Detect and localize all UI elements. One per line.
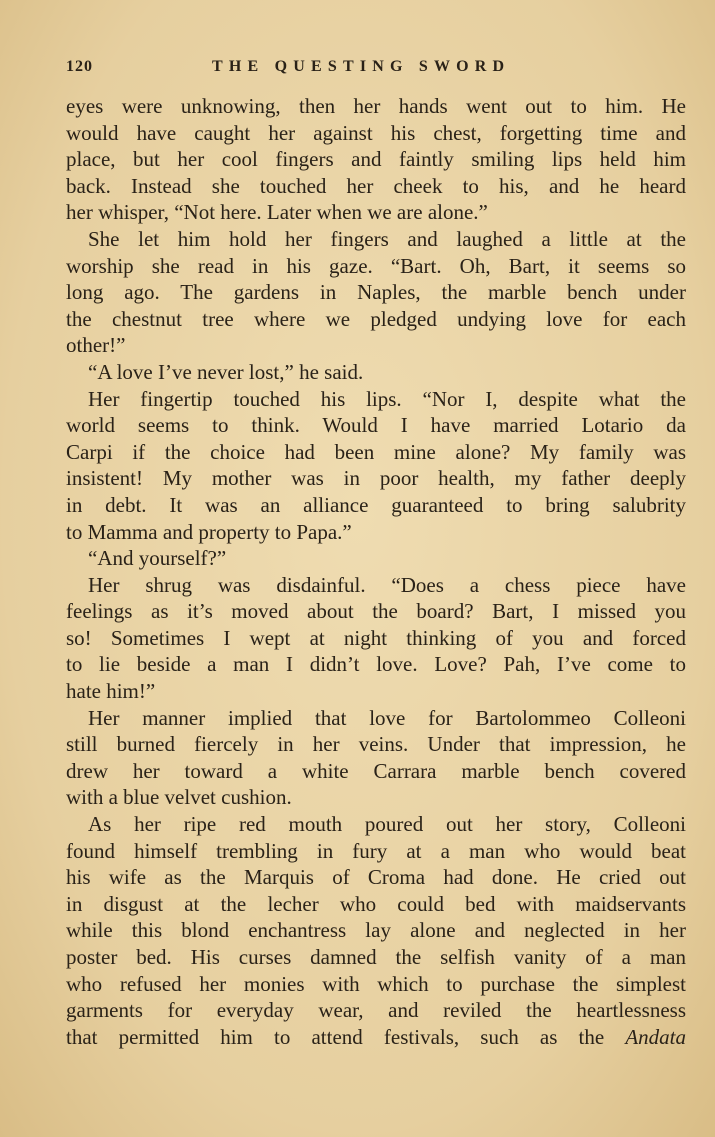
text-line-content: hate him!” xyxy=(66,679,156,704)
text-line xyxy=(66,412,686,439)
text-line-content: while this blond enchantress lay alone and neglected in her xyxy=(66,918,686,943)
text-line xyxy=(66,545,686,572)
text-line xyxy=(66,758,686,785)
text-line xyxy=(66,306,686,333)
text-line-content: so! Sometimes I wept at night thinking of you and forced xyxy=(66,625,686,650)
text-line xyxy=(66,971,686,998)
text-line-content: in debt. It was an alliance guaranteed to bring salubrity xyxy=(66,492,686,517)
text-line xyxy=(66,731,686,758)
text-line-content: As her ripe red mouth poured out her story, Colleoni xyxy=(88,812,686,837)
text-line xyxy=(66,253,686,280)
text-line xyxy=(66,465,686,492)
text-line-content: found himself trembling in fury at a man who would beat xyxy=(66,838,686,863)
text-line-content: other!” xyxy=(66,333,126,358)
text-line xyxy=(66,386,686,413)
text-line xyxy=(66,226,686,253)
text-line xyxy=(66,891,686,918)
text-line-content: “A love I’ve never lost,” he said. xyxy=(88,359,364,384)
text-line xyxy=(66,838,686,865)
text-line-content: his wife as the Marquis of Croma had done. He cried out xyxy=(66,865,686,890)
text-line-content: in disgust at the lecher who could bed with maidservants xyxy=(66,891,686,916)
text-line-content: to lie beside a man I didn’t love. Love? Pah, I’ve come to xyxy=(66,652,686,677)
text-line xyxy=(66,492,686,519)
text-line-content: still burned fiercely in her veins. Under that impression, he xyxy=(66,732,686,757)
text-line xyxy=(66,120,686,147)
text-line-content: back. Instead she touched her cheek to his, and he heard xyxy=(66,173,686,198)
text-line-content: her whisper, “Not here. Later when we are alone.” xyxy=(66,200,488,225)
text-line-content: feelings as it’s moved about the board? Bart, I missed you xyxy=(66,599,686,624)
text-line xyxy=(66,678,686,705)
text-line-content: worship she read in his gaze. “Bart. Oh, Bart, it seems so xyxy=(66,253,686,278)
page-number: 120 xyxy=(66,58,93,75)
text-line xyxy=(66,146,686,173)
text-line xyxy=(66,93,686,120)
text-line xyxy=(66,864,686,891)
text-line-content: would have caught her against his chest, forgetting time and xyxy=(66,120,686,145)
text-line-content: that permitted him to attend festivals, such as the xyxy=(66,1024,605,1049)
italic-word: Andata xyxy=(625,1024,687,1049)
text-line-content: place, but her cool fingers and faintly smiling lips held him xyxy=(66,147,686,172)
text-line xyxy=(66,917,686,944)
text-line-content: Her manner implied that love for Bartolommeo Colleoni xyxy=(88,705,686,730)
text-line xyxy=(66,572,686,599)
text-line-content: eyes were unknowing, then her hands went out to him. He xyxy=(66,94,686,118)
text-line xyxy=(66,173,686,200)
text-line xyxy=(66,705,686,732)
text-line-content: to Mamma and property to Papa.” xyxy=(66,519,352,544)
text-line xyxy=(66,651,686,678)
text-line xyxy=(66,944,686,971)
text-line-content: garments for everyday wear, and reviled the heartlessness xyxy=(66,998,686,1023)
text-line-content: long ago. The gardens in Naples, the marble bench under xyxy=(66,280,686,305)
text-line xyxy=(66,199,686,226)
text-line-content: “And yourself?” xyxy=(88,546,227,571)
text-line-content: who refused her monies with which to purchase the simplest xyxy=(66,971,686,996)
text-line xyxy=(66,784,686,811)
text-line xyxy=(66,519,686,546)
text-line xyxy=(66,1024,686,1051)
text-line-content: poster bed. His curses damned the selfish vanity of a man xyxy=(66,945,686,969)
text-line xyxy=(66,332,686,359)
text-line-content: with a blue velvet cushion. xyxy=(66,785,292,810)
text-line xyxy=(66,598,686,625)
text-line-content: Carpi if the choice had been mine alone? My family was xyxy=(66,439,686,464)
text-line-content: She let him hold her fingers and laughed a little at the xyxy=(88,226,686,251)
text-line xyxy=(66,439,686,466)
text-line-content: drew her toward a white Carrara marble bench covered xyxy=(66,758,686,783)
text-line-content: Her shrug was disdainful. “Does a chess piece have xyxy=(88,572,686,597)
text-line-content: Her fingertip touched his lips. “Nor I, despite what the xyxy=(88,386,686,411)
text-line xyxy=(66,997,686,1024)
text-line-content: world seems to think. Would I have married Lotario da xyxy=(66,413,686,438)
page-header xyxy=(66,58,685,82)
text-line xyxy=(66,625,686,652)
body-text xyxy=(66,93,686,1050)
text-line xyxy=(66,811,686,838)
text-line-content: insistent! My mother was in poor health, my father deeply xyxy=(66,466,686,491)
text-line xyxy=(66,279,686,306)
text-line-content: the chestnut tree where we pledged undying love for each xyxy=(66,306,686,331)
text-line xyxy=(66,359,686,386)
running-head: THE QUESTING SWORD xyxy=(212,58,511,75)
